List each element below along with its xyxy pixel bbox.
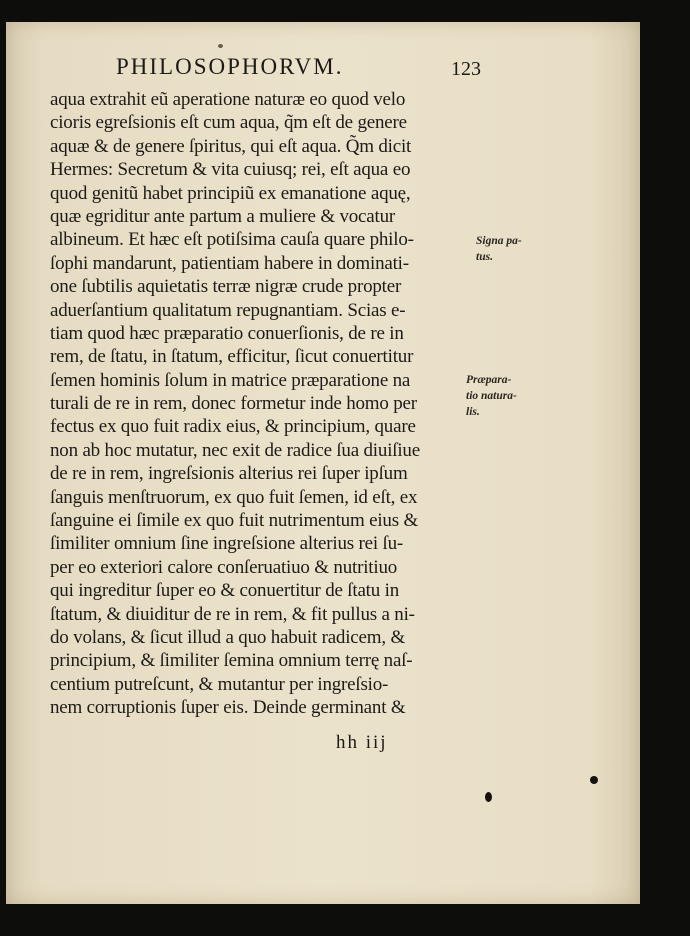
text-line: principium, & ſimiliter ſemina omnium terrę naſ- — [50, 650, 413, 672]
text-line: do volans, & ſicut illud a quo habuit radicem, & — [50, 626, 406, 648]
text-line: turali de re in rem, donec formetur inde homo per — [50, 393, 417, 415]
marginal-line: Signa pa- — [476, 235, 522, 247]
text-line: quæ egriditur ante partum a muliere & vocatur — [50, 205, 396, 227]
text-line: de re in rem, ingreſsionis alterius rei ſuper ipſum — [50, 463, 408, 485]
text-line: non ab hoc mutatur, nec exit de radice ſua diuiſiue — [50, 439, 420, 461]
text-line: per eo exteriori calore conſeruatiuo & nutritiuo — [50, 556, 398, 578]
ink-blot — [485, 792, 492, 802]
text-line: ſanguis menſtruorum, ex quo fuit ſemen, id eſt, ex — [50, 486, 418, 508]
running-title: PHILOSOPHORVM. — [116, 54, 344, 79]
marginal-line: lis. — [466, 406, 480, 418]
text-line: aduerſantium qualitatum repugnantiam. Scias e- — [50, 299, 406, 321]
body-text — [50, 88, 480, 720]
page-header — [6, 52, 640, 82]
text-line: centium putreſcunt, & mutantur per ingreſsio- — [50, 673, 389, 695]
text-line: Hermes: Secretum & vita cuiusq; rei, eſt aqua eo — [50, 159, 411, 181]
text-line: albineum. Et hæc eſt potiſsima cauſa quare philo- — [50, 229, 414, 251]
marginal-note-signa — [476, 233, 522, 265]
text-line: ſtatum, & diuiditur de re in rem, & fit pullus a ni- — [50, 603, 415, 625]
text-line: ſimiliter omnium ſine ingreſsione alterius rei ſu- — [50, 533, 404, 555]
marginal-note-praeparatio — [466, 372, 517, 420]
signature-mark: hh iij — [336, 732, 388, 753]
text-line: ſemen hominis ſolum in matrice præparatione na — [50, 369, 411, 391]
text-line: ſanguine ei ſimile ex quo fuit nutrimentum eius & — [50, 510, 419, 532]
ink-blot — [590, 776, 598, 784]
text-line: aquæ & de genere ſpiritus, qui eſt aqua. Q̃m dicit — [50, 135, 412, 157]
text-line: fectus ex quo fuit radix eius, & principium, quare — [50, 416, 416, 438]
ink-speck — [218, 44, 223, 48]
marginal-line: tio natura- — [466, 390, 517, 402]
text-line: cioris egreſsionis eſt cum aqua, q̃m eſt de genere — [50, 112, 407, 134]
marginal-line: Præpara- — [466, 374, 512, 386]
text-line: ſophi mandarunt, patientiam habere in dominati- — [50, 252, 409, 274]
book-page — [6, 22, 640, 904]
text-line: nem corruptionis ſuper eis. Deinde germinant & — [50, 697, 406, 719]
text-line: aqua extrahit eũ aperatione naturæ eo quod velo — [50, 89, 406, 110]
text-line: tiam quod hæc præparatio conuerſionis, de re in — [50, 322, 404, 344]
text-line: one ſubtilis aquietatis terræ nigræ crude propter — [50, 276, 402, 298]
folio-number: 123 — [451, 58, 481, 80]
text-line: quod genitũ habet principiũ ex emanatione aquę, — [50, 182, 411, 204]
text-line: rem, de ſtatu, in ſtatum, efficitur, ſicut conuertitur — [50, 346, 414, 368]
text-line: qui ingreditur ſuper eo & conuertitur de ſtatu in — [50, 580, 399, 602]
marginal-line: tus. — [476, 251, 493, 263]
